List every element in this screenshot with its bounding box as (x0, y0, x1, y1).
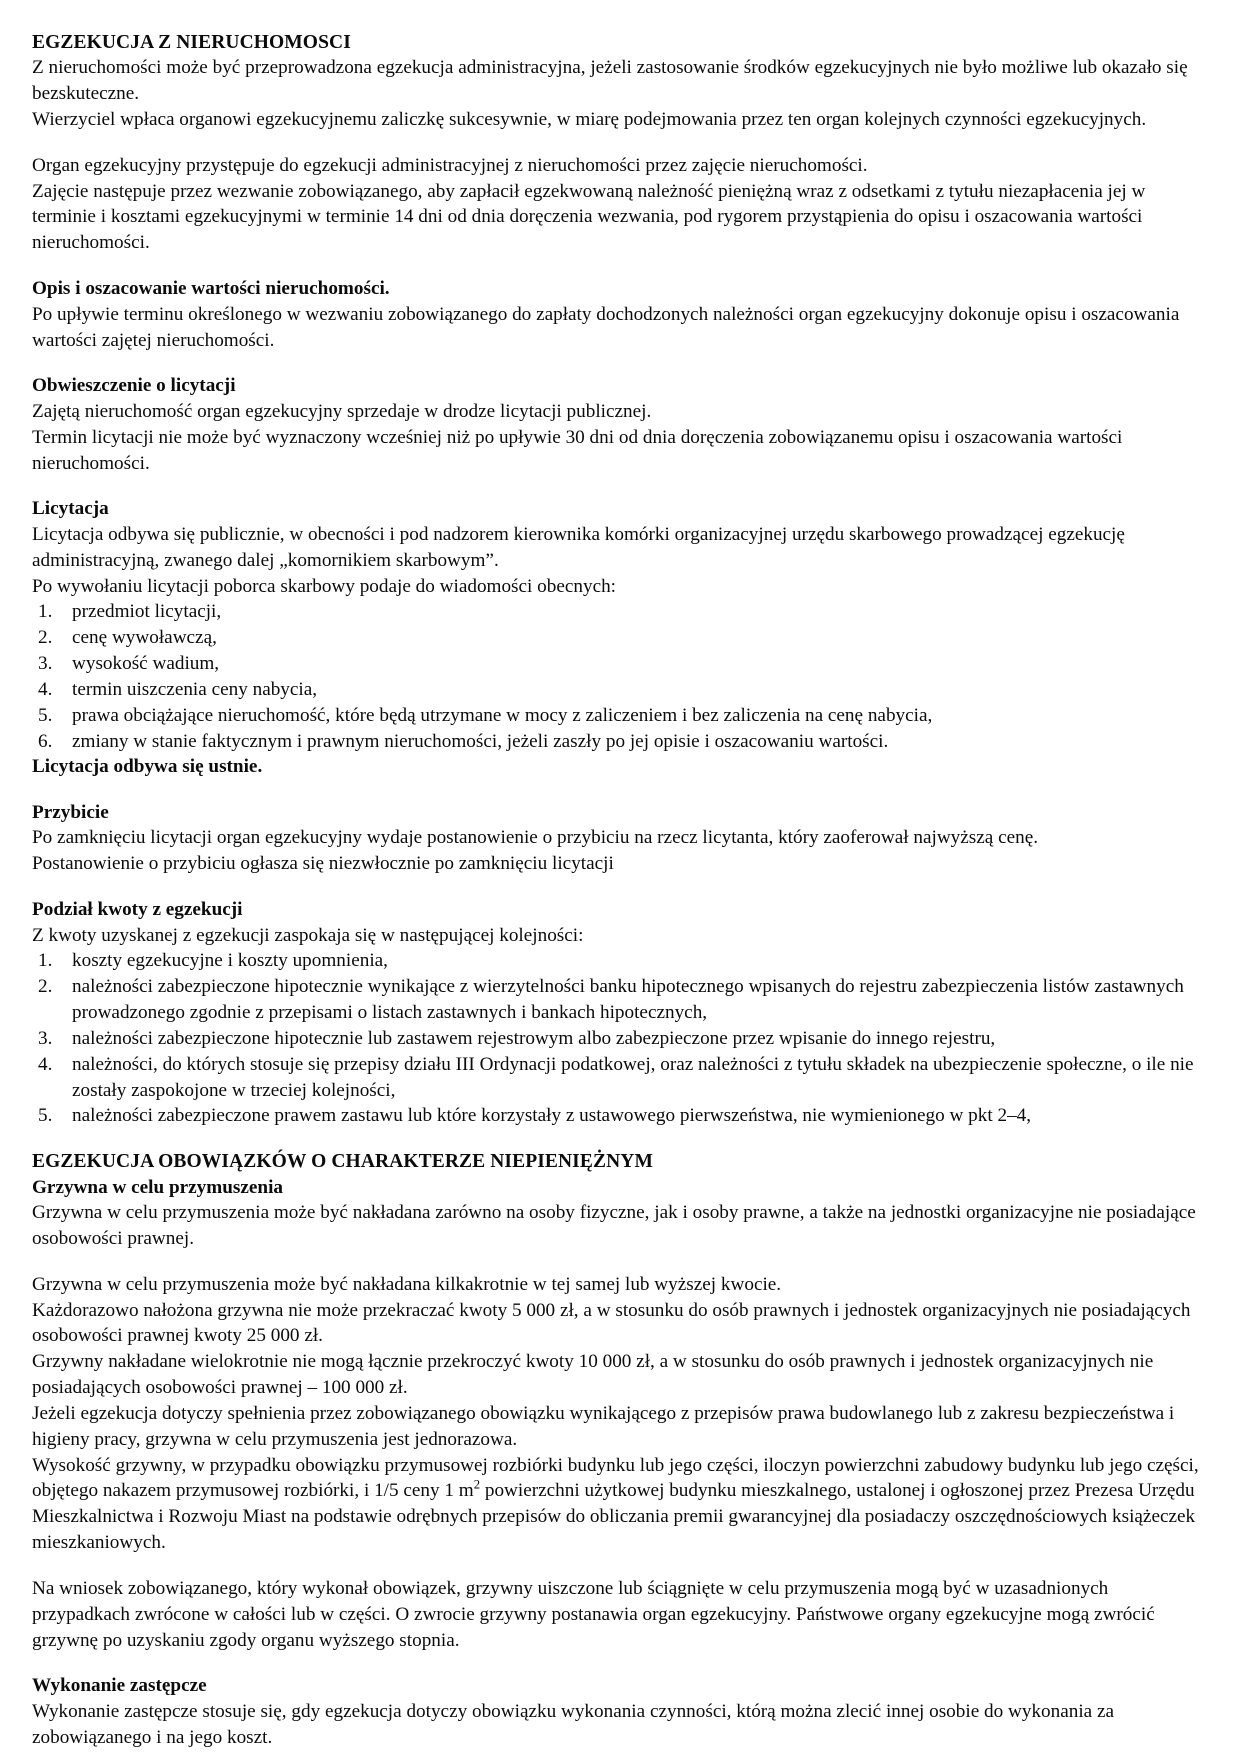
spacer (32, 1129, 1210, 1149)
list-item-number: 2. (38, 627, 53, 649)
spacer (32, 133, 1210, 153)
list-item-text: należności zabezpieczone hipotecznie wynikające z wierzytelności banku hipotecznego wpisanych do rejestru zabezpieczenia listów zastawnych prowadzonego zgodnie z przepisami o listach zastawnych i bankach hipotecznych, (72, 976, 1184, 1024)
list-item-text: zmiany w stanie faktycznym i prawnym nieruchomości, jeżeli zaszły po jej opisie i oszacowaniu wartości. (72, 730, 889, 752)
spacer (32, 1556, 1210, 1576)
section-heading-przybicie: Przybicie (32, 801, 109, 823)
licytacja-paragraph-1: Licytacja odbywa się publicznie, w obecności i pod nadzorem kierownika komórki organizacyjnej urzędu skarbowego prowadzącej egzekucję administracyjną, zwanego dalej „komornikiem skarbowym”. (32, 523, 1125, 571)
przybicie-paragraph-1: Po zamknięciu licytacji organ egzekucyjny wydaje postanowienie o przybiciu na rzecz licytanta, który zaoferował najwyższą cenę. (32, 827, 1039, 849)
podzial-items-list (32, 948, 1210, 1129)
list-item (32, 677, 1210, 703)
list-item-text: koszty egzekucyjne i koszty upomnienia, (72, 950, 388, 972)
intro-paragraph-1: Z nieruchomości może być przeprowadzona egzekucja administracyjna, jeżeli zastosowanie środków egzekucyjnych nie było możliwe lub okazało się bezskuteczne. (32, 57, 1188, 105)
obwieszczenie-paragraph-2: Termin licytacji nie może być wyznaczony wcześniej niż po upływie 30 dni od dnia doręczenia zobowiązanemu opisu i oszacowania wartości nieruchomości. (32, 426, 1123, 474)
list-item-number: 2. (38, 976, 53, 998)
spacer (32, 256, 1210, 276)
list-item-text: należności zabezpieczone prawem zastawu lub które korzystały z ustawowego pierwszeństwa, nie wymienionego w pkt 2–4, (72, 1105, 1032, 1127)
grzywna-paragraph-6-part2: powierzchni użytkowej budynku mieszkalnego, ustalonej i ogłoszonej przez Prezesa Urzędu Mieszkalnictwa i Rozwoju Miast na podstawie odrębnych przepisów do obliczania premii gwarancyjnej dla posiadaczy oszczędnościowych książeczek mieszkaniowych. (32, 1480, 1196, 1554)
list-item-text: termin uiszczenia ceny nabycia, (72, 678, 318, 700)
spacer (32, 1252, 1210, 1272)
list-item (32, 703, 1210, 729)
list-item-text: wysokość wadium, (72, 653, 220, 675)
zajecie-paragraph-2: Zajęcie następuje przez wezwanie zobowiązanego, aby zapłacił egzekwowaną należność pieniężną wraz z odsetkami z tytułu niezapłacenia jej w terminie i kosztami egzekucyjnymi w terminie 14 dni od dnia doręczenia wezwania, pod rygorem przystąpienia do opisu i oszacowania wartości nieruchomości. (32, 180, 1146, 254)
grzywna-paragraph-6-part1: Wysokość grzywny, w przypadku obowiązku przymusowej rozbiórki budynku lub jego części, iloczyn powierzchni zabudowy budynku lub jego części, objętego nakazem przymusowej rozbiórki, i 1/5 ceny 1 m (32, 1454, 1199, 1502)
list-item (32, 651, 1210, 677)
list-item (32, 974, 1210, 1026)
list-item-number: 5. (38, 1105, 53, 1127)
intro-paragraph-2: Wierzyciel wpłaca organowi egzekucyjnemu zaliczkę sukcesywnie, w miarę podejmowania przez ten organ kolejnych czynności egzekucyjnych. (32, 109, 1147, 130)
list-item-number: 4. (38, 678, 53, 700)
przybicie-paragraph-2: Postanowienie o przybiciu ogłasza się niezwłocznie po zamknięciu licytacji (32, 853, 614, 875)
spacer (32, 877, 1210, 897)
list-item-number: 6. (38, 730, 53, 752)
section-heading-egzekucja-z-nieruchomosci: EGZEKUCJA Z NIERUCHOMOSCI (32, 32, 351, 53)
list-item (32, 729, 1210, 755)
grzywna-paragraph-6 (32, 1453, 1210, 1556)
wykonanie-paragraph-1: Wykonanie zastępcze stosuje się, gdy egzekucja dotyczy obowiązku wykonania czynności, którą można zlecić innej osobie do wykonania za zobowiązanego i na jego koszt. (32, 1700, 1115, 1748)
list-item-text: należności zabezpieczone hipotecznie lub zastawem rejestrowym albo zabezpieczone przez wpisanie do innego rejestru, (72, 1027, 996, 1049)
section-heading-wykonanie-zastepcze: Wykonanie zastępcze (32, 1675, 207, 1697)
list-item (32, 1103, 1210, 1129)
spacer (32, 476, 1210, 496)
licytacja-closing-statement: Licytacja odbywa się ustnie. (32, 756, 263, 778)
square-meter-superscript: 2 (473, 1477, 481, 1492)
list-item-number: 3. (38, 1027, 53, 1049)
grzywna-paragraph-3: Każdorazowo nałożona grzywna nie może przekraczać kwoty 5 000 zł, a w stosunku do osób prawnych i jednostek organizacyjnych nie posiadających osobowości prawnej kwoty 25 000 zł. (32, 1299, 1191, 1347)
list-item-number: 3. (38, 653, 53, 675)
grzywna-paragraph-7: Na wniosek zobowiązanego, który wykonał obowiązek, grzywny uiszczone lub ściągnięte w celu przymuszenia mogą być w uzasadnionych przypadkach zwrócone w całości lub w części. O zwrocie grzywny postanawia organ egzekucyjny. Państwowe organy egzekucyjne mogą zwrócić grzywnę po uzyskaniu zgody organu wyższego stopnia. (32, 1577, 1155, 1651)
licytacja-paragraph-2: Po wywołaniu licytacji poborca skarbowy podaje do wiadomości obecnych: (32, 575, 617, 597)
grzywna-paragraph-4: Grzywny nakładane wielokrotnie nie mogą łącznie przekroczyć kwoty 10 000 zł, a w stosunku do osób prawnych i jednostek organizacyjnych nie posiadających osobowości prawnej – 100 000 zł. (32, 1351, 1154, 1399)
section-heading-licytacja: Licytacja (32, 498, 109, 520)
grzywna-paragraph-2: Grzywna w celu przymuszenia może być nakładana kilkakrotnie w tej samej lub wyższej kwocie. (32, 1273, 782, 1295)
list-item-text: przedmiot licytacji, (72, 601, 222, 623)
licytacja-items-list (32, 599, 1210, 754)
grzywna-paragraph-1: Grzywna w celu przymuszenia może być nakładana zarówno na osoby fizyczne, jak i osoby prawne, a także na jednostki organizacyjne nie posiadające osobowości prawnej. (32, 1202, 1196, 1249)
list-item (32, 1052, 1210, 1104)
grzywna-paragraph-5: Jeżeli egzekucja dotyczy spełnienia przez zobowiązanego obowiązku wynikającego z przepisów prawa budowlanego lub z zakresu bezpieczeństwa i higieny pracy, grzywna w celu przymuszenia jest jednorazowa. (32, 1402, 1175, 1450)
spacer (32, 780, 1210, 800)
list-item (32, 599, 1210, 625)
list-item-number: 5. (38, 704, 53, 726)
list-item-number: 1. (38, 601, 53, 623)
list-item-number: 4. (38, 1053, 53, 1075)
list-item-text: należności, do których stosuje się przepisy działu III Ordynacji podatkowej, oraz należności z tytułu składek na ubezpieczenie społeczne, o ile nie zostały zaspokojone w trzeciej kolejności, (72, 1053, 1194, 1101)
section-heading-egzekucja-niepieniezna: EGZEKUCJA OBOWIĄZKÓW O CHARAKTERZE NIEPIENIĘŻNYM (32, 1151, 653, 1173)
document-body (32, 30, 1210, 1751)
section-heading-obwieszczenie: Obwieszczenie o licytacji (32, 375, 236, 397)
list-item (32, 625, 1210, 651)
section-heading-grzywna: Grzywna w celu przymuszenia (32, 1176, 284, 1198)
obwieszczenie-paragraph-1: Zajętą nieruchomość organ egzekucyjny sprzedaje w drodze licytacji publicznej. (32, 400, 652, 422)
list-item-number: 1. (38, 950, 53, 972)
list-item (32, 948, 1210, 974)
opis-paragraph-1: Po upływie terminu określonego w wezwaniu zobowiązanego do zapłaty dochodzonych należności organ egzekucyjny dokonuje opisu i oszacowania wartości zajętej nieruchomości. (32, 303, 1180, 351)
list-item-text: cenę wywoławczą, (72, 627, 217, 649)
podzial-paragraph-1: Z kwoty uzyskanej z egzekucji zaspokaja się w następującej kolejności: (32, 924, 584, 946)
list-item (32, 1026, 1210, 1052)
spacer (32, 353, 1210, 373)
zajecie-paragraph-1: Organ egzekucyjny przystępuje do egzekucji administracyjnej z nieruchomości przez zajęcie nieruchomości. (32, 154, 868, 176)
section-heading-podzial-kwoty: Podział kwoty z egzekucji (32, 899, 243, 921)
list-item-text: prawa obciążające nieruchomość, które będą utrzymane w mocy z zaliczeniem i bez zaliczenia na cenę nabycia, (72, 704, 933, 726)
spacer (32, 1653, 1210, 1673)
section-heading-opis-oszacowanie: Opis i oszacowanie wartości nieruchomości. (32, 278, 390, 300)
